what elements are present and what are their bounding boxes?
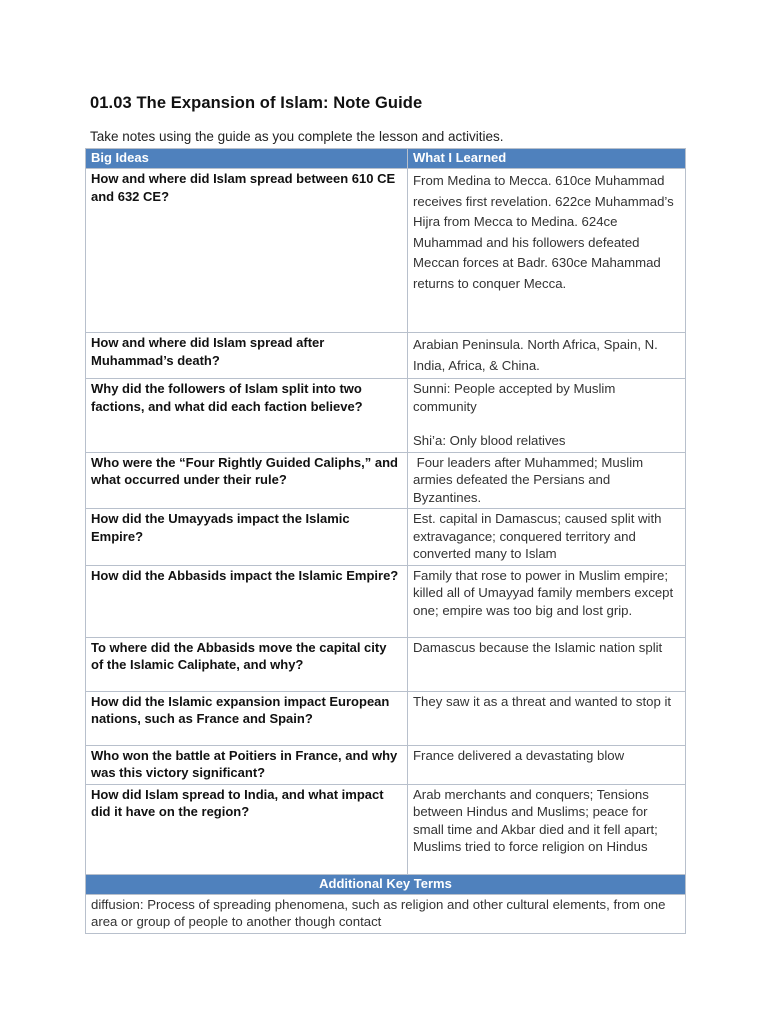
question-cell: How did the Abbasids impact the Islamic Empire? [86,565,408,637]
key-terms-row [86,894,686,933]
table-row [86,637,686,691]
answer-cell[interactable] [408,379,686,453]
question-cell: How and where did Islam spread after Muhammad’s death? [86,333,408,379]
answer-cell[interactable]: Est. capital in Damascus; caused split with extravagance; conquered territory and converted many to Islam [408,509,686,566]
table-row [86,784,686,874]
table-row [86,333,686,379]
question-cell: How did the Islamic expansion impact European nations, such as France and Spain? [86,691,408,745]
header-big-ideas: Big Ideas [86,149,408,169]
answer-cell[interactable]: Damascus because the Islamic nation split [408,637,686,691]
header-what-i-learned: What I Learned [408,149,686,169]
question-cell: To where did the Abbasids move the capital city of the Islamic Caliphate, and why? [86,637,408,691]
answer-cell[interactable]: France delivered a devastating blow [408,745,686,784]
answer-cell[interactable]: Arab merchants and conquers; Tensions between Hindus and Muslims; peace for small time and Akbar died and it fell apart; Muslims tried to force religion on Hindus [408,784,686,874]
answer-cell[interactable]: Arabian Peninsula. North Africa, Spain, N. India, Africa, & China. [408,333,686,379]
key-terms-header: Additional Key Terms [86,874,686,894]
question-cell: Who were the “Four Rightly Guided Caliphs,” and what occurred under their rule? [86,452,408,509]
question-cell: How did Islam spread to India, and what impact did it have on the region? [86,784,408,874]
table-row [86,565,686,637]
key-terms-cell[interactable]: diffusion: Process of spreading phenomena, such as religion and other cultural elements, from one area or group of people to another though contact [86,894,686,933]
answer-cell[interactable]: From Medina to Mecca. 610ce Muhammad receives first revelation. 622ce Muhammad’s Hijra from Mecca to Medina. 624ce Muhammad and his followers defeated Meccan forces at Badr. 630ce Mahammad returns to conquer Mecca. [408,169,686,333]
table-row [86,745,686,784]
table-header-row [86,149,686,169]
key-terms-header-row [86,874,686,894]
table-row [86,691,686,745]
table-row [86,169,686,333]
question-cell: Who won the battle at Poitiers in France, and why was this victory significant? [86,745,408,784]
question-cell: How did the Umayyads impact the Islamic Empire? [86,509,408,566]
answer-cell[interactable]: They saw it as a threat and wanted to stop it [408,691,686,745]
answer-shia: Shi’a: Only blood relatives [413,433,566,449]
answer-cell[interactable]: Four leaders after Muhammed; Muslim armies defeated the Persians and Byzantines. [408,452,686,509]
table-row [86,452,686,509]
question-cell: Why did the followers of Islam split into two factions, and what did each faction believe? [86,379,408,453]
table-row [86,379,686,453]
instructions-text: Take notes using the guide as you complete the lesson and activities. [90,129,504,144]
question-cell: How and where did Islam spread between 610 CE and 632 CE? [86,169,408,333]
table-row [86,509,686,566]
answer-sunni: Sunni: People accepted by Muslim community [413,381,616,414]
note-guide-table [85,148,686,934]
answer-cell[interactable]: Family that rose to power in Muslim empire; killed all of Umayyad family members except one; empire was too big and lost grip. [408,565,686,637]
page-title: 01.03 The Expansion of Islam: Note Guide [90,94,423,112]
